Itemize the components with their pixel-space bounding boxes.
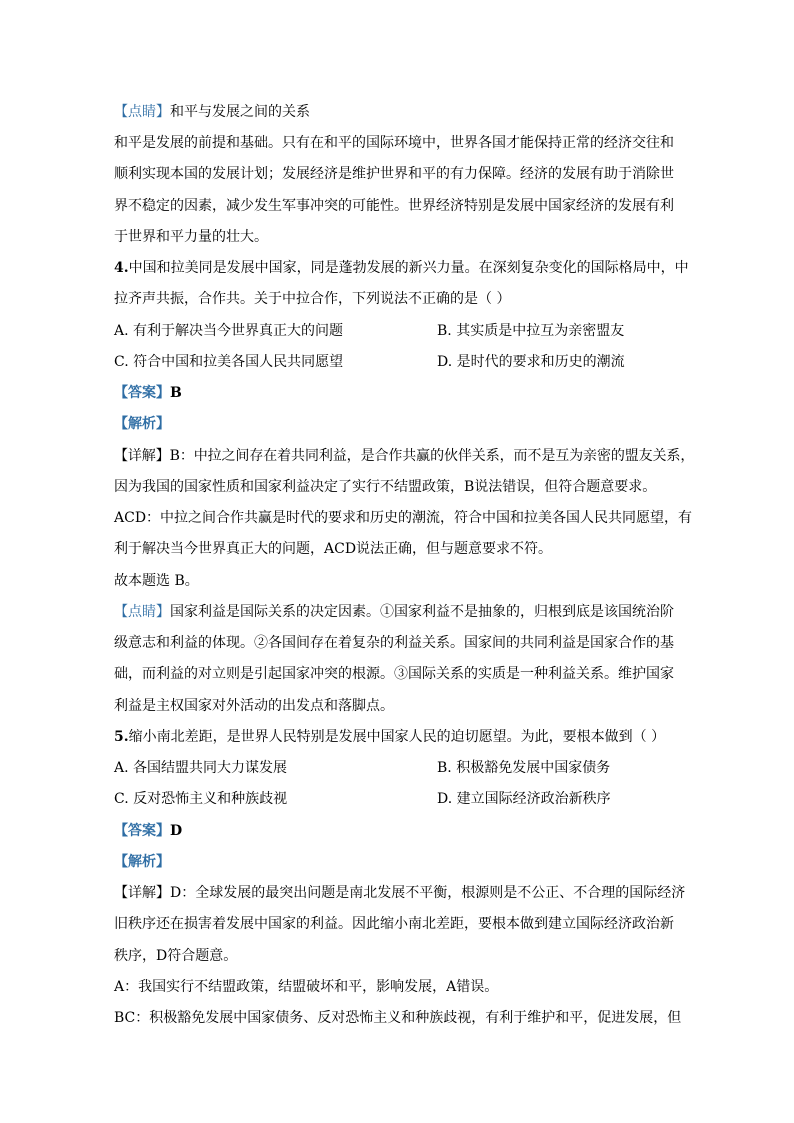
option-d: D. 是时代的要求和历史的潮流: [437, 354, 625, 370]
detail-line: 秩序，D符合题意。: [114, 948, 238, 964]
dianjing-heading: [114, 102, 694, 122]
analysis-heading: [114, 414, 694, 434]
detail-tag: 【详解】: [114, 885, 170, 901]
question-stem-line: 中国和拉美同是发展中国家，同是蓬勃发展的新兴力量。在深刻复杂变化的国际格局中，中: [128, 260, 689, 276]
analysis-tag: 【解析】: [114, 416, 170, 432]
question-4-stem: [114, 258, 694, 278]
paragraph-line: 于世界和平力量的壮大。: [114, 229, 268, 245]
dianjing-line: [114, 602, 694, 622]
detail-line: 旧秩序还在损害着发展中国家的利益。因此缩小南北差距，要根本做到建立国际经济政治新: [114, 916, 674, 932]
answer-value: D: [170, 823, 183, 839]
detail-line: [114, 883, 694, 903]
detail-line: 利于解决当今世界真正大的问题，ACD说法正确，但与题意要求不符。: [114, 541, 553, 557]
dianjing-tag: 【点睛】: [114, 104, 170, 120]
detail-line: 因为我国的国家性质和国家利益决定了实行不结盟政策，B说法错误，但符合题意要求。: [114, 479, 657, 495]
answer-value: B: [170, 385, 182, 401]
answer-line: [114, 821, 694, 841]
option-a: A. 有利于解决当今世界真正大的问题: [114, 323, 344, 339]
option-b: B. 其实质是中拉互为亲密盟友: [437, 323, 625, 339]
option-d: D. 建立国际经济政治新秩序: [437, 791, 611, 807]
answer-tag: 【答案】: [114, 385, 170, 401]
detail-line: A：我国实行不结盟政策，结盟破坏和平，影响发展，A错误。: [114, 979, 499, 995]
detail-text: B：中拉之间存在着共同利益，是合作共赢的伙伴关系，而不是互为亲密的盟友关系，: [169, 448, 695, 464]
detail-tag: 【详解】: [114, 448, 170, 464]
option-a: A. 各国结盟共同大力谋发展: [114, 760, 288, 776]
question-number: 5.: [114, 729, 129, 745]
answer-tag: 【答案】: [114, 823, 170, 839]
detail-line: BC：积极豁免发展中国家债务、反对恐怖主义和种族歧视，有利于维护和平，促进发展，但: [114, 1010, 682, 1026]
question-stem-line: 拉齐声共振，合作共。关于中拉合作，下列说法不正确的是（ ）: [114, 291, 511, 307]
dianjing-text: 国家利益是国际关系的决定因素。①国家利益不是抽象的，归根到底是该国统治阶: [170, 604, 674, 620]
paragraph-line: 界不稳定的因素，减少发生军事冲突的可能性。世界经济特别是发展中国家经济的发展有利: [114, 198, 674, 214]
dianjing-line: 级意志和利益的体现。②各国间存在着复杂的利益关系。国家间的共同利益是国家合作的基: [114, 635, 674, 651]
dianjing-line: 利益是主权国家对外活动的出发点和落脚点。: [114, 698, 394, 714]
question-stem-line: 缩小南北差距，是世界人民特别是发展中国家人民的迫切愿望。为此，要根本做到（ ）: [128, 729, 666, 745]
detail-line: 故本题选 B。: [114, 573, 199, 589]
dianjing-line: 础，而利益的对立则是引起国家冲突的根源。③国际关系的实质是一种利益关系。维护国家: [114, 666, 674, 682]
analysis-heading: [114, 852, 694, 872]
option-b: B. 积极豁免发展中国家债务: [437, 760, 611, 776]
dianjing-tag: 【点睛】: [114, 604, 170, 620]
dianjing-title: 和平与发展之间的关系: [170, 104, 310, 120]
paragraph-line: 顺利实现本国的发展计划；发展经济是维护世界和平的有力保障。经济的发展有助于消除世: [114, 166, 674, 182]
option-c: C. 符合中国和拉美各国人民共同愿望: [114, 354, 344, 370]
question-5-stem: [114, 727, 694, 747]
detail-line: ACD：中拉之间合作共赢是时代的要求和历史的潮流，符合中国和拉美各国人民共同愿望，有: [114, 510, 693, 526]
analysis-tag: 【解析】: [114, 854, 170, 870]
question-number: 4.: [114, 260, 129, 276]
option-c: C. 反对恐怖主义和种族歧视: [114, 791, 288, 807]
answer-line: [114, 383, 694, 403]
detail-text: D：全球发展的最突出问题是南北发展不平衡，根源则是不公正、不合理的国际经济: [170, 885, 686, 901]
paragraph-line: 和平是发展的前提和基础。只有在和平的国际环境中，世界各国才能保持正常的经济交往和: [114, 135, 674, 151]
detail-line: [114, 446, 694, 466]
